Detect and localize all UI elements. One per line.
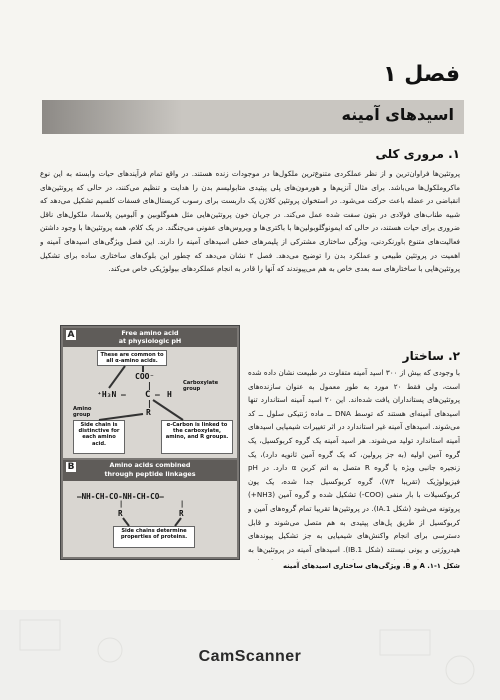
bond-right: — — [155, 390, 160, 399]
bond-vertical-top: | — [147, 381, 152, 390]
arrow-to-r1 — [123, 518, 129, 526]
amino-acid-figure — [60, 325, 240, 560]
section-text-overview: پروتئین‌ها فراوان‌ترین و از نظر عملکردی متنوع‌ترین ملکول‌ها در موجودات زنده هستند. در واقع تمام فرآیندهای حیات وابسته به این نوع ماکروملکول‌ها می‌باشد. برای مثال آنزیم‌ها و هورمون‌های پلی پپتیدی متابولیسم بدن را هدایت و تنظیم می‌کنند، در حالی که پروتئین‌های انقباضی در عضله باعث حرکت می‌شود. در استخوان پروتئین کلاژن یک داربست برای رسوب کریستال‌های فسفات کلسیم تشکیل می‌دهد که شبیه طناب‌های فولادی در بتون سفت شده عمل می‌کند. در جریان خون پروتئین‌هایی مثل هموگلوبین و آلبومین پلاسما، ملکول‌های ناقل ضروری برای حیات هستند، در حالی که ایمونوگلوبولین‌ها با باکتری‌ها و ویروس‌های عفونی می‌جنگند. در یک کلام، همه پروتئین‌ها با وجود داشتن فعالیت‌های متنوع باورنکردنی، ویژگی ساختاری مشترکی از پلیمرهای خطی اسیدهای آمینه را دارند. این فصل ویژگی‌های اسیدهای آمینه و اهمیت در پروتئین طبیعی و عملکرد بدن را توضیح می‌دهد. فصل ۲ نشان می‌دهد که چطور این بلوک‌های ساختاری ساده برای تشکیل پروتئین‌هایی با ساختارهای سه بعدی خاص به هم می‌پیوندند که آنها را قادر به انجام عملکردهای بیولوژیکی خاص می‌کند. — [40, 169, 460, 274]
arrow-to-side-chain — [99, 414, 143, 420]
side-chains-note: Side chains determine properties of proteins. — [113, 526, 195, 548]
arrow-to-r2 — [175, 518, 181, 526]
alpha-carbon: C — [145, 390, 151, 400]
hydrogen-atom: H — [167, 390, 172, 399]
r-group: R — [146, 408, 151, 417]
carboxylate-formula: COO⁻ — [135, 372, 155, 381]
bond-vertical-bottom: | — [147, 399, 152, 408]
bond-left: — — [121, 390, 126, 399]
section-text-structure: با وجودی که بیش از ۳۰۰ اسید آمینه متفاوت در طبیعت نشان داده شده است، ولی فقط ۲۰ مورد به طور معمول به عنوان سازنده‌های پروتئین‌های پستانداران یافت شده‌اند. این ۲۰ اسید آمینه استاندارد تنها اسیدهای آمینه‌ای هستند که توسط DNA ــ ماده ژنتیکی سلول ــ کد می‌شوند. اسیدهای آمینه غیر استاندارد در اثر تغییرات شیمیایی اسیدهای آمینه استاندارد تولید می‌شوند. هر اسید آمینه یک گروه کربوکسیل، یک گروه آمین اولیه (به جز پرولین، که یک گروه آمین ثانویه دارد)، یک زنجیره جانبی ویژه یا گروه R متصل به اتم کربن α دارد. در pH فیزیولوژیک (تقریبا ۷/۴)، گروه کربوکسیل جدا شده، یک یون کربوکسیلات با بار منفی (COO-) تشکیل شده و گروه آمین (NH3+) پروتونه می‌شود (شکل 1.IA). در پروتئین‌ها تقریبا تمام گروه‌های آمین و کربوکسیل از طریق پل‌های پپتیدی به هم متصل می‌شوند و قابل دسترسی برای انجام واکنش‌های شیمیایی به جز تشکیل پیوندهای هیدروژنی و یونی نیستند (شکل 1.IB). اسیدهای آمینه در پروتئین‌ها به — [248, 368, 460, 554]
panel-a-letter: A — [67, 330, 75, 340]
figure-caption: شکل ۱-۱. A و B. ویژگی‌های ساختاری اسیدهای آمینه — [283, 562, 460, 570]
title-bar-shade — [42, 100, 182, 134]
amine-formula: ⁺H₃N — [97, 390, 117, 399]
panel-b-letter: B — [67, 462, 75, 472]
figure-panel-b — [63, 460, 237, 557]
common-groups-note: These are common to all α-amino acids. — [97, 350, 167, 366]
chapter-number: فصل ۱ — [383, 62, 460, 87]
panel-a-banner: Free amino acid at physiologic pH — [63, 328, 237, 347]
alpha-carbon-note: α-Carbon is linked to the carboxylate, amino, and R groups. — [161, 420, 233, 454]
arrow-to-alpha-carbon — [153, 400, 183, 420]
bond-r1: | — [119, 500, 124, 508]
footer-shape-1 — [20, 620, 60, 650]
camscanner-brand: CamScanner — [198, 648, 302, 665]
carboxylate-label: Carboxylate group — [183, 380, 219, 392]
section-heading-structure: ۲. ساختار — [402, 349, 460, 363]
chapter-title: اسیدهای آمینه — [341, 105, 454, 124]
chapter-title-bar — [42, 100, 464, 134]
figure-panel-a — [63, 328, 237, 458]
amino-label: Amino group — [73, 406, 92, 418]
panel-b-banner: Amino acids combined through peptide linkages — [63, 460, 237, 481]
side-chain-note: Side chain is distinctive for each amino acid. — [73, 420, 125, 454]
panel-a-arrows — [63, 328, 237, 458]
bond-r2: | — [180, 500, 185, 508]
panel-b-arrows — [63, 460, 237, 557]
peptide-chain: —NH-CH-CO-NH-CH-CO— — [77, 492, 164, 501]
side-chain-r2: R — [179, 509, 184, 518]
section-heading-overview: ۱. مروری کلی — [375, 147, 460, 161]
arrow-to-amine — [109, 366, 125, 388]
side-chain-r1: R — [118, 509, 123, 518]
